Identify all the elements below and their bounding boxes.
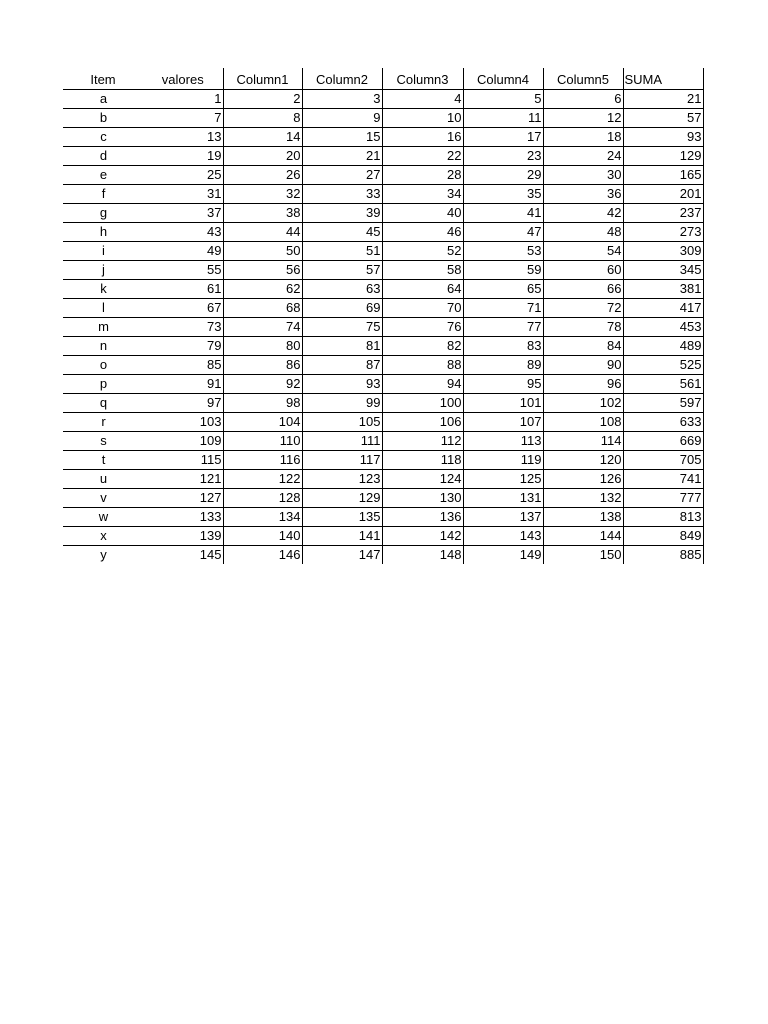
cell-column4: 131: [463, 488, 543, 507]
cell-item: v: [63, 488, 143, 507]
cell-suma: 201: [623, 184, 703, 203]
cell-column1: 32: [223, 184, 302, 203]
cell-suma: 741: [623, 469, 703, 488]
cell-column2: 69: [302, 298, 382, 317]
cell-valores: 133: [143, 507, 223, 526]
cell-column5: 102: [543, 393, 623, 412]
cell-column4: 137: [463, 507, 543, 526]
cell-column5: 36: [543, 184, 623, 203]
cell-suma: 237: [623, 203, 703, 222]
cell-column3: 88: [382, 355, 463, 374]
cell-column5: 48: [543, 222, 623, 241]
cell-column1: 134: [223, 507, 302, 526]
cell-item: i: [63, 241, 143, 260]
cell-column3: 64: [382, 279, 463, 298]
cell-column1: 98: [223, 393, 302, 412]
cell-column2: 135: [302, 507, 382, 526]
cell-column3: 100: [382, 393, 463, 412]
cell-valores: 91: [143, 374, 223, 393]
cell-suma: 777: [623, 488, 703, 507]
cell-suma: 381: [623, 279, 703, 298]
table-row: [63, 526, 703, 545]
cell-column3: 34: [382, 184, 463, 203]
cell-column4: 143: [463, 526, 543, 545]
cell-column3: 70: [382, 298, 463, 317]
cell-item: q: [63, 393, 143, 412]
cell-column5: 42: [543, 203, 623, 222]
cell-suma: 309: [623, 241, 703, 260]
cell-column1: 86: [223, 355, 302, 374]
cell-column4: 47: [463, 222, 543, 241]
cell-valores: 31: [143, 184, 223, 203]
cell-column2: 75: [302, 317, 382, 336]
cell-column2: 33: [302, 184, 382, 203]
cell-column1: 44: [223, 222, 302, 241]
data-table: [63, 68, 704, 564]
cell-column2: 15: [302, 127, 382, 146]
cell-column3: 16: [382, 127, 463, 146]
header-column4: Column4: [463, 68, 543, 89]
cell-column4: 17: [463, 127, 543, 146]
cell-column4: 65: [463, 279, 543, 298]
cell-valores: 37: [143, 203, 223, 222]
cell-column1: 14: [223, 127, 302, 146]
cell-suma: 93: [623, 127, 703, 146]
cell-suma: 813: [623, 507, 703, 526]
cell-valores: 67: [143, 298, 223, 317]
cell-item: y: [100, 546, 107, 562]
cell-suma: 453: [623, 317, 703, 336]
cell-column5: 84: [543, 336, 623, 355]
cell-valores: 115: [143, 450, 223, 469]
cell-column2: 111: [302, 431, 382, 450]
cell-column1: 74: [223, 317, 302, 336]
cell-column5: 18: [543, 127, 623, 146]
cell-valores: 49: [143, 241, 223, 260]
cell-column3: 76: [382, 317, 463, 336]
cell-item: g: [63, 203, 143, 222]
cell-column4: 71: [463, 298, 543, 317]
cell-valores: 121: [143, 469, 223, 488]
cell-column4: 101: [463, 393, 543, 412]
cell-valores: 139: [143, 526, 223, 545]
cell-column3: 58: [382, 260, 463, 279]
cell-column4: 95: [463, 374, 543, 393]
cell-item: h: [63, 222, 143, 241]
cell-column2: 105: [302, 412, 382, 431]
table-body: [63, 89, 703, 564]
cell-column1: 92: [223, 374, 302, 393]
cell-suma: 417: [623, 298, 703, 317]
cell-column3: 52: [382, 241, 463, 260]
cell-column3: 82: [382, 336, 463, 355]
cell-item: t: [63, 450, 143, 469]
cell-column4: 59: [463, 260, 543, 279]
cell-item: a: [63, 89, 143, 108]
cell-valores: 73: [143, 317, 223, 336]
header-item: Item: [63, 68, 143, 89]
cell-column2: 117: [302, 450, 382, 469]
table-row: [63, 127, 703, 146]
table-row: [63, 89, 703, 108]
header-row: [63, 68, 703, 89]
cell-item: m: [63, 317, 143, 336]
cell-column1: 104: [223, 412, 302, 431]
cell-suma: 849: [623, 526, 703, 545]
cell-valores: 7: [143, 108, 223, 127]
table-row: [63, 469, 703, 488]
cell-item: c: [63, 127, 143, 146]
table-row: [63, 374, 703, 393]
cell-column5: 132: [543, 488, 623, 507]
cell-suma: 273: [623, 222, 703, 241]
header-column3: Column3: [382, 68, 463, 89]
cell-item: k: [63, 279, 143, 298]
cell-column2: 51: [302, 241, 382, 260]
cell-valores: 79: [143, 336, 223, 355]
cell-column3: 112: [382, 431, 463, 450]
cell-column4: 113: [463, 431, 543, 450]
cell-column5: 12: [543, 108, 623, 127]
table-row: [63, 393, 703, 412]
cell-column3: 118: [382, 450, 463, 469]
cell-column2: 99: [302, 393, 382, 412]
table-row: [63, 241, 703, 260]
cell-column4: 119: [463, 450, 543, 469]
cell-column4: 89: [463, 355, 543, 374]
header-column1: Column1: [223, 68, 302, 89]
cell-column3: 136: [382, 507, 463, 526]
header-column5: Column5: [543, 68, 623, 89]
cell-column4: 77: [463, 317, 543, 336]
cell-column1: 68: [223, 298, 302, 317]
cell-suma: 21: [623, 89, 703, 108]
cell-column3: 10: [382, 108, 463, 127]
table-row: [63, 260, 703, 279]
table-row: [63, 146, 703, 165]
cell-item: o: [63, 355, 143, 374]
cell-suma: 705: [623, 450, 703, 469]
cell-column1: 8: [223, 108, 302, 127]
table-header: [63, 68, 703, 89]
cell-column1: 56: [223, 260, 302, 279]
cell-valores: 61: [143, 279, 223, 298]
cell-column5: 6: [543, 89, 623, 108]
table-row: [63, 336, 703, 355]
cell-column4: 23: [463, 146, 543, 165]
cell-item: d: [63, 146, 143, 165]
header-column2: Column2: [302, 68, 382, 89]
cell-suma: 165: [623, 165, 703, 184]
cell-column5: 108: [543, 412, 623, 431]
cell-column3: 46: [382, 222, 463, 241]
cell-item: s: [63, 431, 143, 450]
table-row: [63, 450, 703, 469]
table-row: [63, 355, 703, 374]
cell-column2: 45: [302, 222, 382, 241]
cell-item: b: [63, 108, 143, 127]
cell-column2: 21: [302, 146, 382, 165]
cell-item: n: [63, 336, 143, 355]
cell-column1: 128: [223, 488, 302, 507]
cell-column2: 27: [302, 165, 382, 184]
cell-column5: 138: [543, 507, 623, 526]
table-row: [63, 545, 703, 564]
cell-column2: 63: [302, 279, 382, 298]
cell-column2: 57: [302, 260, 382, 279]
cell-item: u: [63, 469, 143, 488]
cell-column5: 120: [543, 450, 623, 469]
cell-suma: 129: [623, 146, 703, 165]
cell-item: w: [63, 507, 143, 526]
cell-column5: 78: [543, 317, 623, 336]
table-row: [63, 431, 703, 450]
table-row: [63, 298, 703, 317]
cell-column3: 142: [382, 526, 463, 545]
table-row: [63, 279, 703, 298]
cell-item: l: [63, 298, 143, 317]
table-row: [63, 412, 703, 431]
cell-column4: 11: [463, 108, 543, 127]
cell-column5: 30: [543, 165, 623, 184]
cell-suma: 57: [623, 108, 703, 127]
table-row: [63, 184, 703, 203]
cell-column2: 93: [302, 374, 382, 393]
cell-column5: 60: [543, 260, 623, 279]
table-row: [63, 203, 703, 222]
cell-column4: 53: [463, 241, 543, 260]
cell-column3: 4: [382, 89, 463, 108]
cell-column4: 29: [463, 165, 543, 184]
cell-column5: 72: [543, 298, 623, 317]
cell-suma: 597: [623, 393, 703, 412]
cell-column4: 35: [463, 184, 543, 203]
cell-column3: 22: [382, 146, 463, 165]
cell-column1: 2: [223, 89, 302, 108]
cell-column4: 41: [463, 203, 543, 222]
cell-column5: 66: [543, 279, 623, 298]
table-row: [63, 507, 703, 526]
cell-column3: 148: [382, 545, 463, 564]
cell-item: p: [63, 374, 143, 393]
cell-item: f: [63, 184, 143, 203]
cell-column3: 28: [382, 165, 463, 184]
cell-column2: 141: [302, 526, 382, 545]
cell-valores: 55: [143, 260, 223, 279]
cell-column1: 80: [223, 336, 302, 355]
cell-valores: 25: [143, 165, 223, 184]
cell-column4: 107: [463, 412, 543, 431]
cell-item: e: [63, 165, 143, 184]
cell-valores: 145: [143, 545, 223, 564]
cell-column5: 96: [543, 374, 623, 393]
cell-column3: 94: [382, 374, 463, 393]
cell-valores: 43: [143, 222, 223, 241]
cell-valores: 103: [143, 412, 223, 431]
cell-suma: 885: [623, 545, 703, 564]
cell-column3: 106: [382, 412, 463, 431]
cell-column1: 20: [223, 146, 302, 165]
table-row: [63, 108, 703, 127]
cell-column3: 130: [382, 488, 463, 507]
cell-valores: 97: [143, 393, 223, 412]
cell-suma: 489: [623, 336, 703, 355]
cell-column2: 39: [302, 203, 382, 222]
cell-column4: 149: [463, 545, 543, 564]
cell-column2: 9: [302, 108, 382, 127]
cell-column5: 114: [543, 431, 623, 450]
cell-column5: 24: [543, 146, 623, 165]
cell-column1: 140: [223, 526, 302, 545]
cell-suma: 633: [623, 412, 703, 431]
cell-column2: 123: [302, 469, 382, 488]
cell-column2: 3: [302, 89, 382, 108]
cell-column5: 126: [543, 469, 623, 488]
cell-item: j: [63, 260, 143, 279]
cell-column1: 116: [223, 450, 302, 469]
cell-column1: 38: [223, 203, 302, 222]
cell-valores: 13: [143, 127, 223, 146]
cell-column4: 125: [463, 469, 543, 488]
cell-column1: 122: [223, 469, 302, 488]
cell-item: r: [63, 412, 143, 431]
cell-column1: 110: [223, 431, 302, 450]
cell-column1: 26: [223, 165, 302, 184]
cell-column2: 87: [302, 355, 382, 374]
cell-column2: 129: [302, 488, 382, 507]
cell-column1: 62: [223, 279, 302, 298]
cell-column1: 50: [223, 241, 302, 260]
header-suma: SUMA: [623, 68, 703, 89]
table-row: [63, 165, 703, 184]
cell-suma: 669: [623, 431, 703, 450]
cell-suma: 345: [623, 260, 703, 279]
cell-column5: 54: [543, 241, 623, 260]
cell-suma: 525: [623, 355, 703, 374]
cell-column5: 150: [543, 545, 623, 564]
cell-valores: 1: [143, 89, 223, 108]
cell-column3: 40: [382, 203, 463, 222]
cell-column2: 81: [302, 336, 382, 355]
cell-valores: 85: [143, 355, 223, 374]
cell-valores: 127: [143, 488, 223, 507]
cell-column4: 5: [463, 89, 543, 108]
cell-column4: 83: [463, 336, 543, 355]
cell-column5: 144: [543, 526, 623, 545]
table-row: [63, 222, 703, 241]
cell-column1: 146: [223, 545, 302, 564]
cell-valores: 19: [143, 146, 223, 165]
table-row: [63, 317, 703, 336]
cell-item: x: [63, 526, 143, 545]
header-valores: valores: [143, 68, 223, 89]
table-row: [63, 488, 703, 507]
cell-column5: 90: [543, 355, 623, 374]
cell-column3: 124: [382, 469, 463, 488]
cell-valores: 109: [143, 431, 223, 450]
cell-column2: 147: [302, 545, 382, 564]
cell-suma: 561: [623, 374, 703, 393]
